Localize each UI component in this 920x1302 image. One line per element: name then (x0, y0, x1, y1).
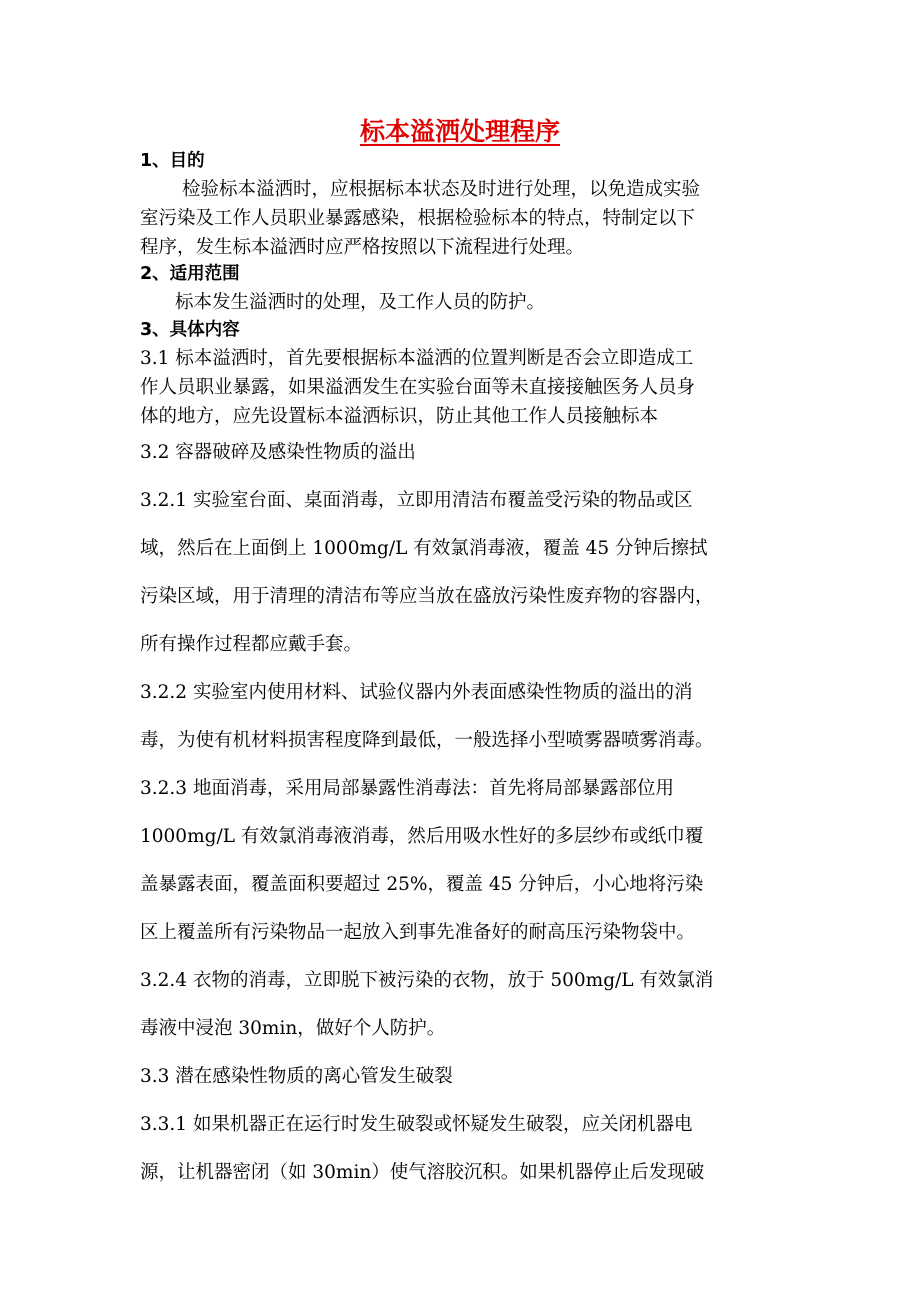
paragraph-line: 区上覆盖所有污染物品一起放入到事先准备好的耐高压污染物袋中。 (140, 922, 696, 943)
paragraph-line: 1000mg/L 有效氯消毒液消毒，然后用吸水性好的多层纱布或纸巾覆 (140, 826, 704, 847)
document-title: 标本溢洒处理程序 (359, 117, 560, 146)
paragraph-line: 3.1 标本溢洒时，首先要根据标本溢洒的位置判断是否会立即造成工 (140, 348, 694, 369)
paragraph-line: 污染区域，用于清理的清洁布等应当放在盛放污染性废弃物的容器内， (140, 586, 714, 607)
paragraph-line: 作人员职业暴露，如果溢洒发生在实验台面等未直接接触医务人员身 (140, 377, 696, 398)
section-heading-content: 3、具体内容 (140, 320, 240, 340)
subsection-heading-3-2: 3.2 容器破碎及感染性物质的溢出 (140, 442, 416, 463)
paragraph-line: 盖暴露表面，覆盖面积要超过 25%，覆盖 45 分钟后，小心地将污染 (140, 874, 704, 895)
paragraph-line: 源，让机器密闭（如 30min）使气溶胶沉积。如果机器停止后发现破 (140, 1162, 705, 1183)
section-heading-scope: 2、适用范围 (140, 264, 240, 284)
paragraph-line: 程序，发生标本溢洒时应严格按照以下流程进行处理。 (140, 237, 585, 258)
paragraph-line: 所有操作过程都应戴手套。 (140, 634, 363, 655)
paragraph-line: 检验标本溢洒时，应根据标本状态及时进行处理，以免造成实验 (182, 179, 701, 200)
paragraph-line: 标本发生溢洒时的处理，及工作人员的防护。 (175, 292, 546, 313)
paragraph-line: 3.2.1 实验室台面、桌面消毒，立即用清洁布覆盖受污染的物品或区 (140, 490, 693, 511)
section-heading-purpose: 1、目的 (140, 151, 205, 171)
paragraph-line: 毒，为使有机材料损害程度降到最低，一般选择小型喷雾器喷雾消毒。 (140, 730, 714, 751)
paragraph-line: 域，然后在上面倒上 1000mg/L 有效氯消毒液，覆盖 45 分钟后擦拭 (140, 538, 708, 559)
paragraph-line: 3.2.3 地面消毒，采用局部暴露性消毒法：首先将局部暴露部位用 (140, 778, 674, 799)
subsection-heading-3-3: 3.3 潜在感染性物质的离心管发生破裂 (140, 1066, 453, 1087)
paragraph-line: 室污染及工作人员职业暴露感染，根据检验标本的特点，特制定以下 (140, 208, 696, 229)
paragraph-line: 3.2.4 衣物的消毒，立即脱下被污染的衣物，放于 500mg/L 有效氯消 (140, 970, 714, 991)
paragraph-line: 毒液中浸泡 30min，做好个人防护。 (140, 1018, 446, 1039)
paragraph-line: 体的地方，应先设置标本溢洒标识，防止其他工作人员接触标本 (140, 406, 659, 427)
paragraph-line: 3.2.2 实验室内使用材料、试验仪器内外表面感染性物质的溢出的消 (140, 682, 693, 703)
paragraph-line: 3.3.1 如果机器正在运行时发生破裂或怀疑发生破裂，应关闭机器电 (140, 1114, 693, 1135)
